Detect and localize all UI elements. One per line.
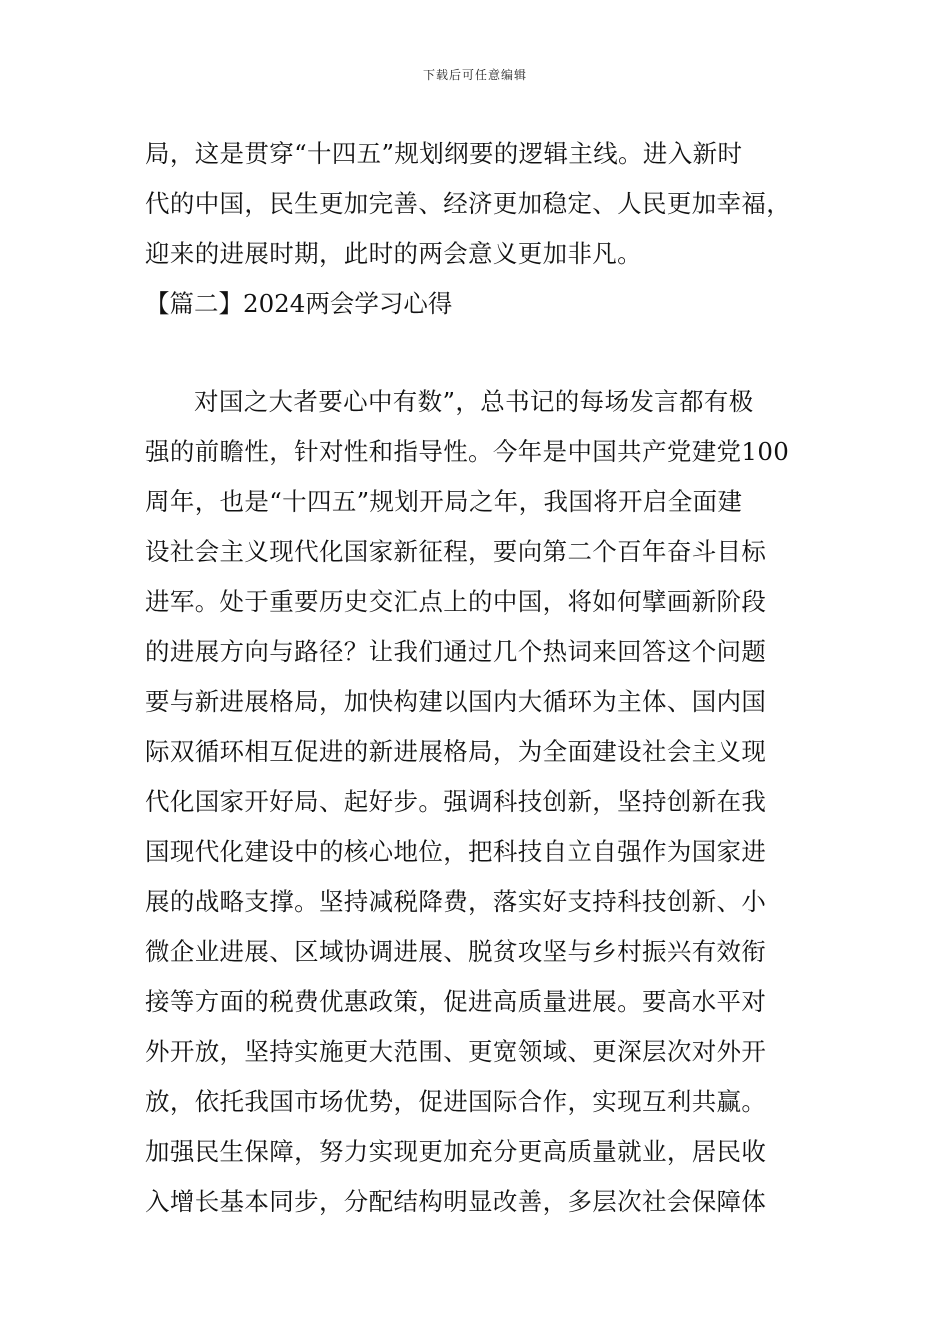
paragraph-line: 的进展方向与路径？让我们通过几个热词来回答这个问题 [145,637,767,666]
paragraph-line: 对国之大者要心中有数”，总书记的每场发言都有极 [194,387,754,416]
paragraph-line: 国现代化建设中的核心地位，把科技自立自强作为国家进 [145,837,767,866]
paragraph-line: 代化国家开好局、起好步。强调科技创新，坚持创新在我 [145,787,767,816]
paragraph-line: 加强民生保障，努力实现更加充分更高质量就业，居民收 [145,1137,767,1166]
paragraph-line: 放，依托我国市场优势，促进国际合作，实现互利共赢。 [145,1087,767,1116]
paragraph-line: 际双循环相互促进的新进展格局，为全面建设社会主义现 [145,737,767,766]
document-body [145,129,815,1227]
paragraph-line: 入增长基本同步，分配结构明显改善，多层次社会保障体 [145,1187,767,1216]
intro-line: 迎来的进展时期，此时的两会意义更加非凡。 [145,239,642,268]
page-header-note: 下载后可任意编辑 [422,68,527,82]
intro-line: 局，这是贯穿“十四五”规划纲要的逻辑主线。进入新时 [145,139,743,168]
paragraph-spacer [145,329,815,377]
paragraph-line: 周年，也是“十四五”规划开局之年，我国将开启全面建 [145,487,743,516]
paragraph-line: 展的战略支撑。坚持减税降费，落实好支持科技创新、小 [145,887,767,916]
paragraph-line: 外开放，坚持实施更大范围、更宽领域、更深层次对外开 [145,1037,767,1066]
paragraph-line: 设社会主义现代化国家新征程，要向第二个百年奋斗目标 [145,537,767,566]
section-title: 【篇二】2024两会学习心得 [145,289,453,318]
paragraph-line: 要与新进展格局，加快构建以国内大循环为主体、国内国 [145,687,767,716]
paragraph-line: 接等方面的税费优惠政策，促进高质量进展。要高水平对 [145,987,767,1016]
paragraph-line: 微企业进展、区域协调进展、脱贫攻坚与乡村振兴有效衔 [145,937,767,966]
paragraph-line: 进军。处于重要历史交汇点上的中国，将如何擘画新阶段 [145,587,767,616]
intro-line: 代的中国，民生更加完善、经济更加稳定、人民更加幸福， [145,189,792,218]
paragraph-line: 强的前瞻性，针对性和指导性。今年是中国共产党建党100 [145,437,790,466]
